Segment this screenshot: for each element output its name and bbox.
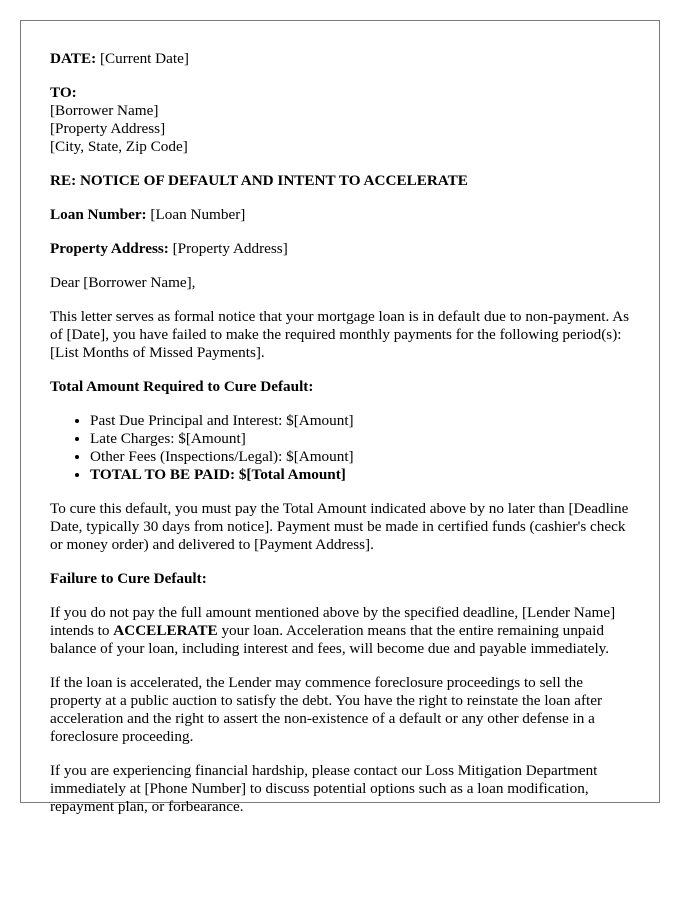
total-list-item: • TOTAL TO BE PAID: $[Total Amount]	[90, 466, 635, 484]
letter-page	[20, 20, 660, 815]
date-line	[50, 50, 635, 68]
failure-text-before: If you do not pay the full amount mentioned above by the specified deadline, [Lender Name] intends to	[50, 604, 616, 639]
cure-heading: Total Amount Required to Cure Default:	[50, 378, 314, 395]
loan-number-value: [Loan Number]	[146, 206, 246, 223]
cure-paragraph: To cure this default, you must pay the Total Amount indicated above by no later than [Deadline Date, typically 30 days from notice]. Payment must be made in certified funds (cashier's check or money order) and delivered to [Payment Address].	[50, 500, 629, 553]
subject-line: RE: NOTICE OF DEFAULT AND INTENT TO ACCELERATE	[50, 172, 468, 189]
loan-number-label: Loan Number:	[50, 206, 147, 223]
loan-number-line	[50, 206, 635, 224]
failure-heading: Failure to Cure Default:	[50, 570, 207, 587]
salutation: Dear [Borrower Name],	[50, 274, 196, 291]
failure-text-after: your loan. Acceleration means that the entire remaining unpaid balance of your loan, including interest and fees, will become due and payable immediately.	[50, 622, 610, 657]
intro-paragraph: This letter serves as formal notice that your mortgage loan is in default due to non-payment. As of [Date], you have failed to make the required monthly payments for the following period(s): [List Months of Missed Payments].	[50, 308, 630, 361]
recipient-block	[50, 84, 635, 156]
property-address-value: [Property Address]	[168, 240, 288, 257]
list-item: • Other Fees (Inspections/Legal): $[Amount]	[90, 448, 635, 466]
hardship-paragraph: If you are experiencing financial hardship, please contact our Loss Mitigation Department immediately at [Phone Number] to discuss potential options such as a loan modification, repayment plan, or forbearance.	[50, 762, 598, 815]
to-label: TO:	[50, 84, 77, 101]
foreclosure-paragraph: If the loan is accelerated, the Lender may commence foreclosure proceedings to sell the property at a public auction to satisfy the debt. You have the right to reinstate the loan after acceleration and the right to assert the non-existence of a default or any other defense in a foreclosure proceeding.	[50, 674, 603, 745]
date-value: [Current Date]	[96, 50, 189, 67]
recipient-name: [Borrower Name]	[50, 102, 159, 119]
list-item: • Late Charges: $[Amount]	[90, 430, 635, 448]
accelerate-emphasis: ACCELERATE	[113, 622, 218, 639]
amount-list	[50, 412, 635, 484]
property-address-label: Property Address:	[50, 240, 169, 257]
letter-body	[50, 50, 635, 832]
list-item: • Past Due Principal and Interest: $[Amount]	[90, 412, 635, 430]
property-address-line	[50, 240, 635, 258]
date-label: DATE:	[50, 50, 97, 67]
failure-paragraph	[50, 604, 635, 658]
recipient-city-state-zip: [City, State, Zip Code]	[50, 138, 188, 155]
recipient-property-address: [Property Address]	[50, 120, 166, 137]
